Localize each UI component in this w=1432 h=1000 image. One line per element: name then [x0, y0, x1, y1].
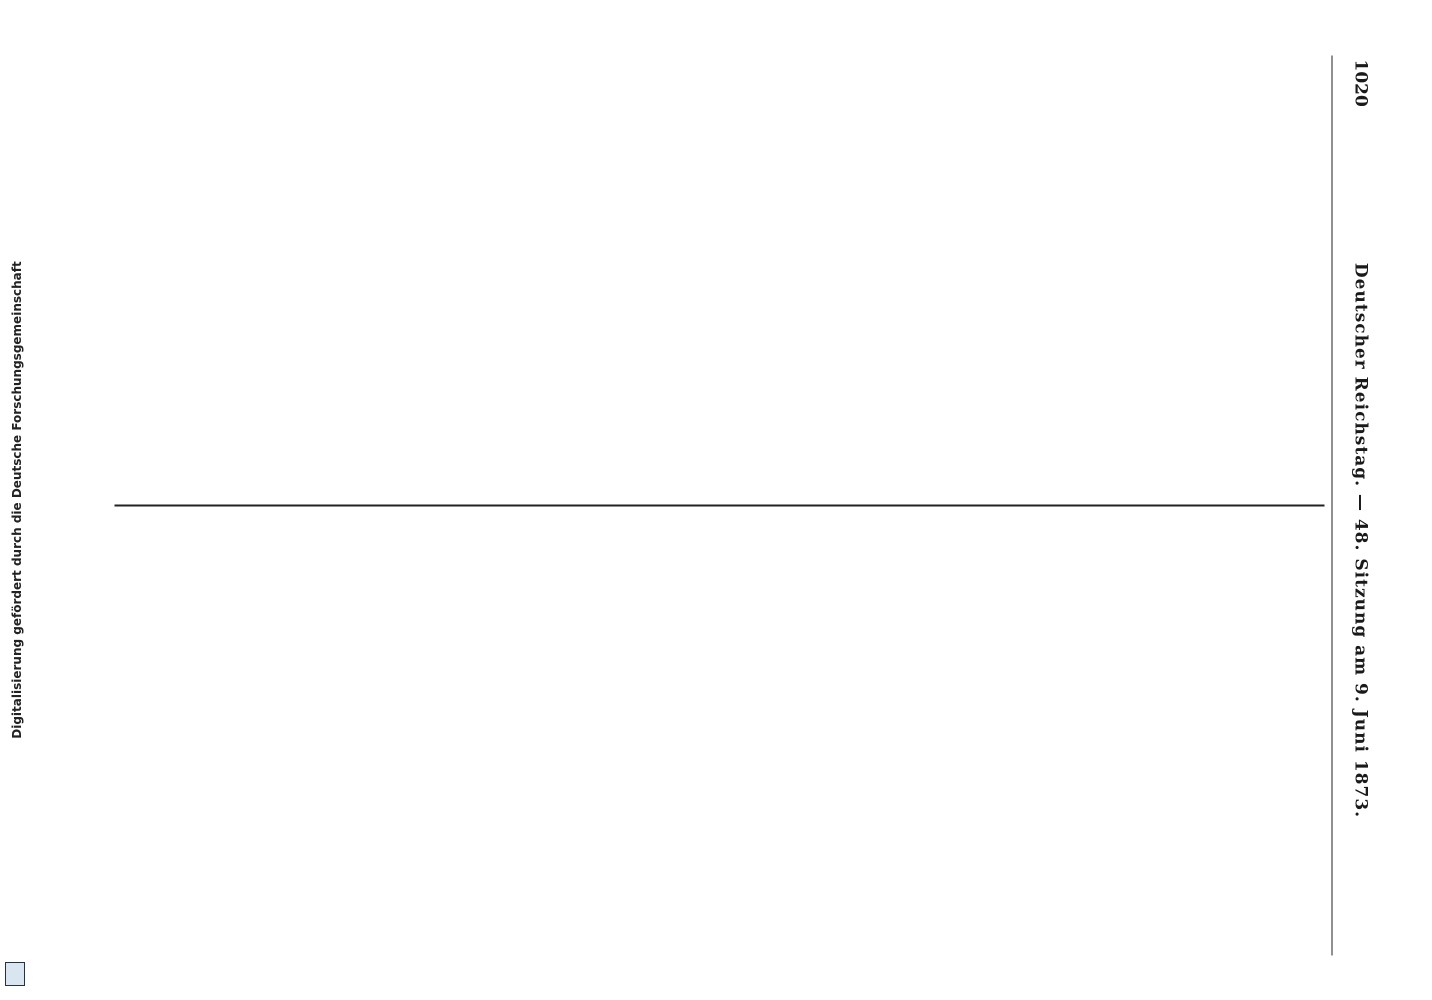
running-head: Deutscher Reichstag. — 48. Sitzung am 9. Juni 1873.	[1350, 262, 1371, 819]
digitization-credit	[0, 0, 34, 1000]
text-column-right	[111, 524, 1321, 956]
page-number: 1020	[1350, 59, 1371, 107]
text-column-left	[111, 56, 1321, 488]
dfg-logo	[5, 962, 25, 986]
column-divider	[115, 505, 1325, 507]
credit-text: Digitalisierung gefördert durch die Deutsche Forschungsgemeinschaft	[10, 261, 24, 739]
scanned-page	[100, 55, 1385, 955]
page-header	[1332, 56, 1385, 956]
page-content	[100, 56, 1385, 956]
